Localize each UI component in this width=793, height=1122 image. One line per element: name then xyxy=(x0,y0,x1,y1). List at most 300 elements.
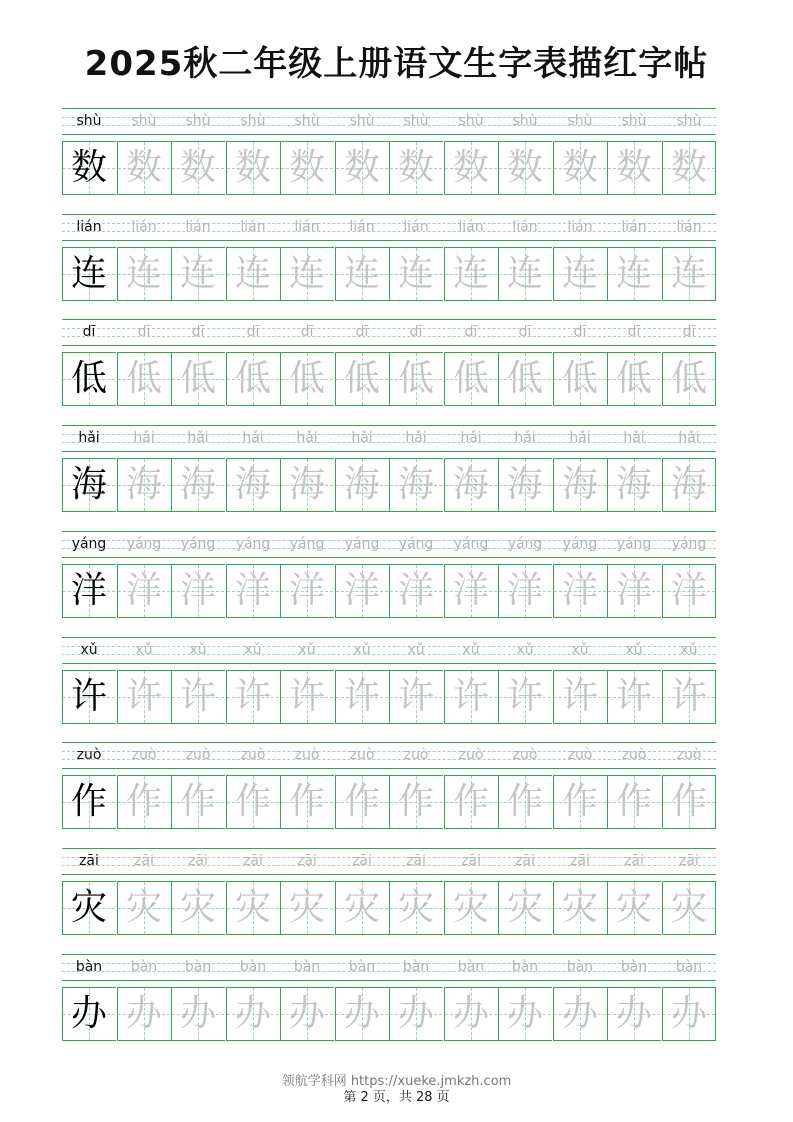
trace-char-cell xyxy=(498,141,552,195)
model-char: 灾 xyxy=(70,887,107,928)
trace-char: 灾 xyxy=(561,887,598,928)
trace-char-cell xyxy=(280,775,334,829)
trace-char: 灾 xyxy=(615,887,652,928)
model-char: 洋 xyxy=(70,570,107,611)
pinyin-trace: shù xyxy=(458,113,484,129)
trace-char: 作 xyxy=(179,781,216,822)
trace-char-cell xyxy=(607,141,661,195)
trace-char-cell xyxy=(498,775,552,829)
trace-char-cell xyxy=(171,775,225,829)
trace-char-cell xyxy=(553,987,607,1041)
trace-char-cell xyxy=(280,141,334,195)
trace-char-cell xyxy=(335,458,389,512)
model-char-cell xyxy=(62,881,116,935)
tianzige-row xyxy=(62,141,716,195)
pinyin-trace: yáng xyxy=(398,536,434,552)
pinyin-band xyxy=(62,637,716,663)
pinyin-trace: dī xyxy=(137,324,151,340)
trace-char: 作 xyxy=(452,781,489,822)
trace-char-cell xyxy=(389,352,443,406)
pinyin-trace: dī xyxy=(300,324,314,340)
pinyin-trace: zuò xyxy=(185,747,211,763)
pinyin-guide-line xyxy=(62,451,716,452)
trace-char: 海 xyxy=(125,464,162,505)
pinyin-trace: dī xyxy=(464,324,478,340)
pinyin-model: bàn xyxy=(75,959,103,975)
trace-char: 海 xyxy=(234,464,271,505)
pinyin-trace: lián xyxy=(567,219,593,235)
model-char-cell xyxy=(62,775,116,829)
trace-char: 洋 xyxy=(179,570,216,611)
trace-char: 办 xyxy=(343,993,380,1034)
trace-char-cell xyxy=(662,247,716,301)
pinyin-trace: hǎi xyxy=(460,430,482,446)
tianzige-row xyxy=(62,881,716,935)
trace-char-cell xyxy=(662,352,716,406)
pinyin-band xyxy=(62,319,716,345)
pinyin-trace: dī xyxy=(682,324,696,340)
pinyin-trace: bàn xyxy=(620,959,648,975)
trace-char-cell xyxy=(226,881,280,935)
pinyin-trace: hǎi xyxy=(296,430,318,446)
pinyin-trace: bàn xyxy=(402,959,430,975)
trace-char-cell xyxy=(662,670,716,724)
pinyin-trace: hǎi xyxy=(678,430,700,446)
trace-char: 洋 xyxy=(670,570,707,611)
trace-char-cell xyxy=(444,564,498,618)
practice-row xyxy=(62,531,716,628)
practice-row xyxy=(62,742,716,839)
tianzige-row xyxy=(62,987,716,1041)
trace-char: 洋 xyxy=(615,570,652,611)
trace-char-cell xyxy=(117,458,171,512)
trace-char-cell xyxy=(171,458,225,512)
trace-char: 许 xyxy=(343,676,380,717)
trace-char: 灾 xyxy=(288,887,325,928)
pinyin-trace: shù xyxy=(621,113,647,129)
pinyin-trace: bàn xyxy=(239,959,267,975)
trace-char: 许 xyxy=(670,676,707,717)
trace-char-cell xyxy=(498,881,552,935)
pinyin-guide-line xyxy=(62,874,716,875)
model-char: 办 xyxy=(70,993,107,1034)
trace-char-cell xyxy=(389,987,443,1041)
trace-char: 许 xyxy=(452,676,489,717)
trace-char-cell xyxy=(335,670,389,724)
trace-char-cell xyxy=(117,564,171,618)
trace-char: 低 xyxy=(234,358,271,399)
trace-char: 许 xyxy=(561,676,598,717)
practice-row xyxy=(62,848,716,945)
trace-char: 低 xyxy=(125,358,162,399)
trace-char: 办 xyxy=(234,993,271,1034)
practice-row xyxy=(62,425,716,522)
trace-char: 许 xyxy=(397,676,434,717)
trace-char: 连 xyxy=(125,253,162,294)
trace-char: 连 xyxy=(179,253,216,294)
trace-char: 海 xyxy=(179,464,216,505)
model-char: 许 xyxy=(70,676,107,717)
pinyin-trace: yáng xyxy=(616,536,652,552)
pinyin-guide-line xyxy=(62,557,716,558)
pinyin-trace: yáng xyxy=(671,536,707,552)
trace-char-cell xyxy=(444,352,498,406)
tianzige-row xyxy=(62,247,716,301)
page-number: 第 2 页，共 28 页 xyxy=(343,1090,450,1105)
pinyin-guide-line xyxy=(62,980,716,981)
trace-char-cell xyxy=(226,458,280,512)
trace-char: 作 xyxy=(288,781,325,822)
trace-char: 海 xyxy=(397,464,434,505)
trace-char: 许 xyxy=(125,676,162,717)
trace-char: 作 xyxy=(234,781,271,822)
trace-char-cell xyxy=(171,881,225,935)
trace-char-cell xyxy=(498,247,552,301)
pinyin-trace: zuò xyxy=(131,747,157,763)
trace-char-cell xyxy=(171,352,225,406)
pinyin-trace: bàn xyxy=(457,959,485,975)
trace-char: 作 xyxy=(561,781,598,822)
trace-char-cell xyxy=(171,564,225,618)
trace-char: 许 xyxy=(179,676,216,717)
pinyin-trace: dī xyxy=(246,324,260,340)
trace-char: 洋 xyxy=(397,570,434,611)
trace-char-cell xyxy=(553,458,607,512)
trace-char-cell xyxy=(553,670,607,724)
pinyin-trace: lián xyxy=(131,219,157,235)
pinyin-trace: xǔ xyxy=(189,642,207,658)
trace-char: 数 xyxy=(125,147,162,188)
pinyin-trace: xǔ xyxy=(462,642,480,658)
trace-char-cell xyxy=(117,881,171,935)
trace-char: 低 xyxy=(561,358,598,399)
trace-char-cell xyxy=(444,247,498,301)
tianzige-row xyxy=(62,564,716,618)
pinyin-trace: dī xyxy=(518,324,532,340)
trace-char-cell xyxy=(280,564,334,618)
pinyin-trace: dī xyxy=(355,324,369,340)
trace-char: 办 xyxy=(561,993,598,1034)
pinyin-trace: lián xyxy=(676,219,702,235)
pinyin-trace: shù xyxy=(512,113,538,129)
pinyin-trace: lián xyxy=(294,219,320,235)
pinyin-trace: bàn xyxy=(511,959,539,975)
trace-char-cell xyxy=(226,352,280,406)
pinyin-trace: hǎi xyxy=(242,430,264,446)
pinyin-trace: xǔ xyxy=(516,642,534,658)
pinyin-model: zāi xyxy=(79,853,99,869)
trace-char: 海 xyxy=(670,464,707,505)
trace-char-cell xyxy=(662,881,716,935)
pinyin-trace: lián xyxy=(185,219,211,235)
trace-char: 办 xyxy=(506,993,543,1034)
pinyin-trace: zuò xyxy=(403,747,429,763)
trace-char-cell xyxy=(280,987,334,1041)
trace-char: 洋 xyxy=(234,570,271,611)
trace-char: 海 xyxy=(452,464,489,505)
pinyin-trace: bàn xyxy=(566,959,594,975)
trace-char: 数 xyxy=(397,147,434,188)
pinyin-model: xǔ xyxy=(80,642,98,658)
pinyin-trace: zuò xyxy=(240,747,266,763)
trace-char: 低 xyxy=(506,358,543,399)
trace-char-cell xyxy=(117,987,171,1041)
trace-char-cell xyxy=(662,141,716,195)
trace-char-cell xyxy=(226,247,280,301)
pinyin-trace: xǔ xyxy=(407,642,425,658)
model-char: 海 xyxy=(70,464,107,505)
trace-char: 作 xyxy=(397,781,434,822)
pinyin-trace: zāi xyxy=(243,853,263,869)
trace-char: 数 xyxy=(343,147,380,188)
pinyin-model: yáng xyxy=(71,536,107,552)
practice-row xyxy=(62,108,716,205)
pinyin-trace: shù xyxy=(131,113,157,129)
pinyin-trace: lián xyxy=(458,219,484,235)
pinyin-band xyxy=(62,108,716,134)
pinyin-band xyxy=(62,954,716,980)
trace-char: 灾 xyxy=(234,887,271,928)
trace-char-cell xyxy=(444,670,498,724)
trace-char: 洋 xyxy=(506,570,543,611)
pinyin-trace: yáng xyxy=(453,536,489,552)
pinyin-trace: dī xyxy=(627,324,641,340)
pinyin-trace: bàn xyxy=(130,959,158,975)
pinyin-trace: zuò xyxy=(294,747,320,763)
pinyin-trace: xǔ xyxy=(625,642,643,658)
trace-char-cell xyxy=(226,670,280,724)
trace-char: 低 xyxy=(343,358,380,399)
pinyin-trace: xǔ xyxy=(244,642,262,658)
trace-char-cell xyxy=(117,670,171,724)
trace-char: 数 xyxy=(670,147,707,188)
pinyin-model: zuò xyxy=(76,747,102,763)
pinyin-trace: yáng xyxy=(289,536,325,552)
trace-char-cell xyxy=(226,775,280,829)
trace-char-cell xyxy=(117,247,171,301)
model-char: 低 xyxy=(70,358,107,399)
model-char-cell xyxy=(62,141,116,195)
trace-char-cell xyxy=(389,881,443,935)
pinyin-band xyxy=(62,848,716,874)
page-title: 2025秋二年级上册语文生字表描红字帖 xyxy=(84,44,709,84)
tianzige-row xyxy=(62,458,716,512)
trace-char-cell xyxy=(335,247,389,301)
pinyin-band xyxy=(62,531,716,557)
pinyin-trace: zāi xyxy=(297,853,317,869)
pinyin-trace: dī xyxy=(409,324,423,340)
tianzige-row xyxy=(62,670,716,724)
trace-char: 数 xyxy=(615,147,652,188)
pinyin-trace: xǔ xyxy=(353,642,371,658)
trace-char: 许 xyxy=(288,676,325,717)
trace-char: 海 xyxy=(561,464,598,505)
trace-char-cell xyxy=(280,881,334,935)
trace-char-cell xyxy=(607,987,661,1041)
pinyin-trace: zāi xyxy=(134,853,154,869)
pinyin-trace: yáng xyxy=(562,536,598,552)
pinyin-trace: dī xyxy=(573,324,587,340)
trace-char-cell xyxy=(226,564,280,618)
trace-char-cell xyxy=(389,564,443,618)
trace-char-cell xyxy=(498,670,552,724)
pinyin-trace: zuò xyxy=(349,747,375,763)
trace-char-cell xyxy=(389,247,443,301)
trace-char-cell xyxy=(498,987,552,1041)
pinyin-model: shù xyxy=(76,113,102,129)
pinyin-trace: shù xyxy=(349,113,375,129)
pinyin-trace: dī xyxy=(191,324,205,340)
trace-char: 数 xyxy=(179,147,216,188)
trace-char-cell xyxy=(226,141,280,195)
pinyin-trace: lián xyxy=(621,219,647,235)
trace-char-cell xyxy=(389,775,443,829)
trace-char-cell xyxy=(662,564,716,618)
trace-char-cell xyxy=(607,564,661,618)
trace-char: 数 xyxy=(561,147,598,188)
pinyin-trace: xǔ xyxy=(298,642,316,658)
pinyin-trace: xǔ xyxy=(680,642,698,658)
pinyin-trace: bàn xyxy=(184,959,212,975)
pinyin-trace: zāi xyxy=(461,853,481,869)
trace-char-cell xyxy=(662,987,716,1041)
trace-char-cell xyxy=(553,881,607,935)
trace-char: 许 xyxy=(234,676,271,717)
trace-char: 连 xyxy=(452,253,489,294)
trace-char: 办 xyxy=(452,993,489,1034)
footer-watermark: 领航学科网 https://xueke.jmkzh.com xyxy=(281,1074,512,1089)
trace-char: 办 xyxy=(670,993,707,1034)
trace-char: 灾 xyxy=(397,887,434,928)
trace-char: 海 xyxy=(288,464,325,505)
trace-char: 洋 xyxy=(561,570,598,611)
trace-char-cell xyxy=(171,141,225,195)
trace-char: 洋 xyxy=(125,570,162,611)
model-char: 作 xyxy=(70,781,107,822)
pinyin-trace: shù xyxy=(676,113,702,129)
pinyin-trace: yáng xyxy=(126,536,162,552)
pinyin-band xyxy=(62,214,716,240)
trace-char: 洋 xyxy=(343,570,380,611)
pinyin-trace: zāi xyxy=(570,853,590,869)
trace-char-cell xyxy=(117,141,171,195)
trace-char-cell xyxy=(553,564,607,618)
pinyin-trace: lián xyxy=(240,219,266,235)
practice-row xyxy=(62,637,716,734)
pinyin-band xyxy=(62,742,716,768)
trace-char-cell xyxy=(553,141,607,195)
trace-char-cell xyxy=(607,458,661,512)
model-char-cell xyxy=(62,564,116,618)
trace-char: 灾 xyxy=(670,887,707,928)
trace-char: 连 xyxy=(288,253,325,294)
pinyin-trace: yáng xyxy=(344,536,380,552)
trace-char: 低 xyxy=(452,358,489,399)
pinyin-trace: lián xyxy=(349,219,375,235)
pinyin-guide-line xyxy=(62,345,716,346)
pinyin-guide-line xyxy=(62,768,716,769)
trace-char: 作 xyxy=(615,781,652,822)
pinyin-model: dī xyxy=(82,324,96,340)
trace-char-cell xyxy=(553,775,607,829)
trace-char-cell xyxy=(335,352,389,406)
trace-char-cell xyxy=(335,564,389,618)
pinyin-trace: zāi xyxy=(188,853,208,869)
model-char: 数 xyxy=(70,147,107,188)
trace-char: 办 xyxy=(179,993,216,1034)
practice-row xyxy=(62,214,716,311)
trace-char: 许 xyxy=(506,676,543,717)
trace-char-cell xyxy=(171,247,225,301)
trace-char: 灾 xyxy=(343,887,380,928)
trace-char-cell xyxy=(553,247,607,301)
practice-row xyxy=(62,319,716,416)
trace-char-cell xyxy=(335,881,389,935)
pinyin-trace: hǎi xyxy=(187,430,209,446)
trace-char-cell xyxy=(553,352,607,406)
model-char-cell xyxy=(62,670,116,724)
trace-char: 洋 xyxy=(288,570,325,611)
trace-char-cell xyxy=(444,775,498,829)
trace-char-cell xyxy=(662,458,716,512)
trace-char-cell xyxy=(117,352,171,406)
model-char-cell xyxy=(62,247,116,301)
trace-char-cell xyxy=(444,987,498,1041)
pinyin-trace: bàn xyxy=(293,959,321,975)
pinyin-trace: xǔ xyxy=(135,642,153,658)
pinyin-trace: lián xyxy=(512,219,538,235)
pinyin-model: lián xyxy=(76,219,102,235)
trace-char: 作 xyxy=(343,781,380,822)
trace-char: 洋 xyxy=(452,570,489,611)
model-char-cell xyxy=(62,458,116,512)
trace-char: 办 xyxy=(288,993,325,1034)
pinyin-trace: shù xyxy=(240,113,266,129)
pinyin-trace: shù xyxy=(403,113,429,129)
pinyin-guide-line xyxy=(62,134,716,135)
tianzige-row xyxy=(62,352,716,406)
pinyin-trace: shù xyxy=(185,113,211,129)
trace-char: 灾 xyxy=(179,887,216,928)
trace-char: 海 xyxy=(343,464,380,505)
trace-char: 数 xyxy=(288,147,325,188)
trace-char: 办 xyxy=(615,993,652,1034)
trace-char: 作 xyxy=(670,781,707,822)
trace-char-cell xyxy=(117,775,171,829)
trace-char: 低 xyxy=(397,358,434,399)
trace-char: 连 xyxy=(615,253,652,294)
trace-char-cell xyxy=(607,670,661,724)
trace-char-cell xyxy=(335,775,389,829)
trace-char-cell xyxy=(607,881,661,935)
pinyin-trace: zāi xyxy=(352,853,372,869)
pinyin-trace: zuò xyxy=(676,747,702,763)
trace-char-cell xyxy=(498,458,552,512)
trace-char-cell xyxy=(607,352,661,406)
pinyin-trace: bàn xyxy=(675,959,703,975)
trace-char: 连 xyxy=(506,253,543,294)
trace-char-cell xyxy=(444,881,498,935)
trace-char: 低 xyxy=(288,358,325,399)
trace-char-cell xyxy=(607,775,661,829)
pinyin-trace: yáng xyxy=(180,536,216,552)
trace-char-cell xyxy=(389,458,443,512)
pinyin-trace: lián xyxy=(403,219,429,235)
trace-char-cell xyxy=(171,987,225,1041)
trace-char-cell xyxy=(498,564,552,618)
trace-char: 办 xyxy=(397,993,434,1034)
pinyin-trace: yáng xyxy=(235,536,271,552)
